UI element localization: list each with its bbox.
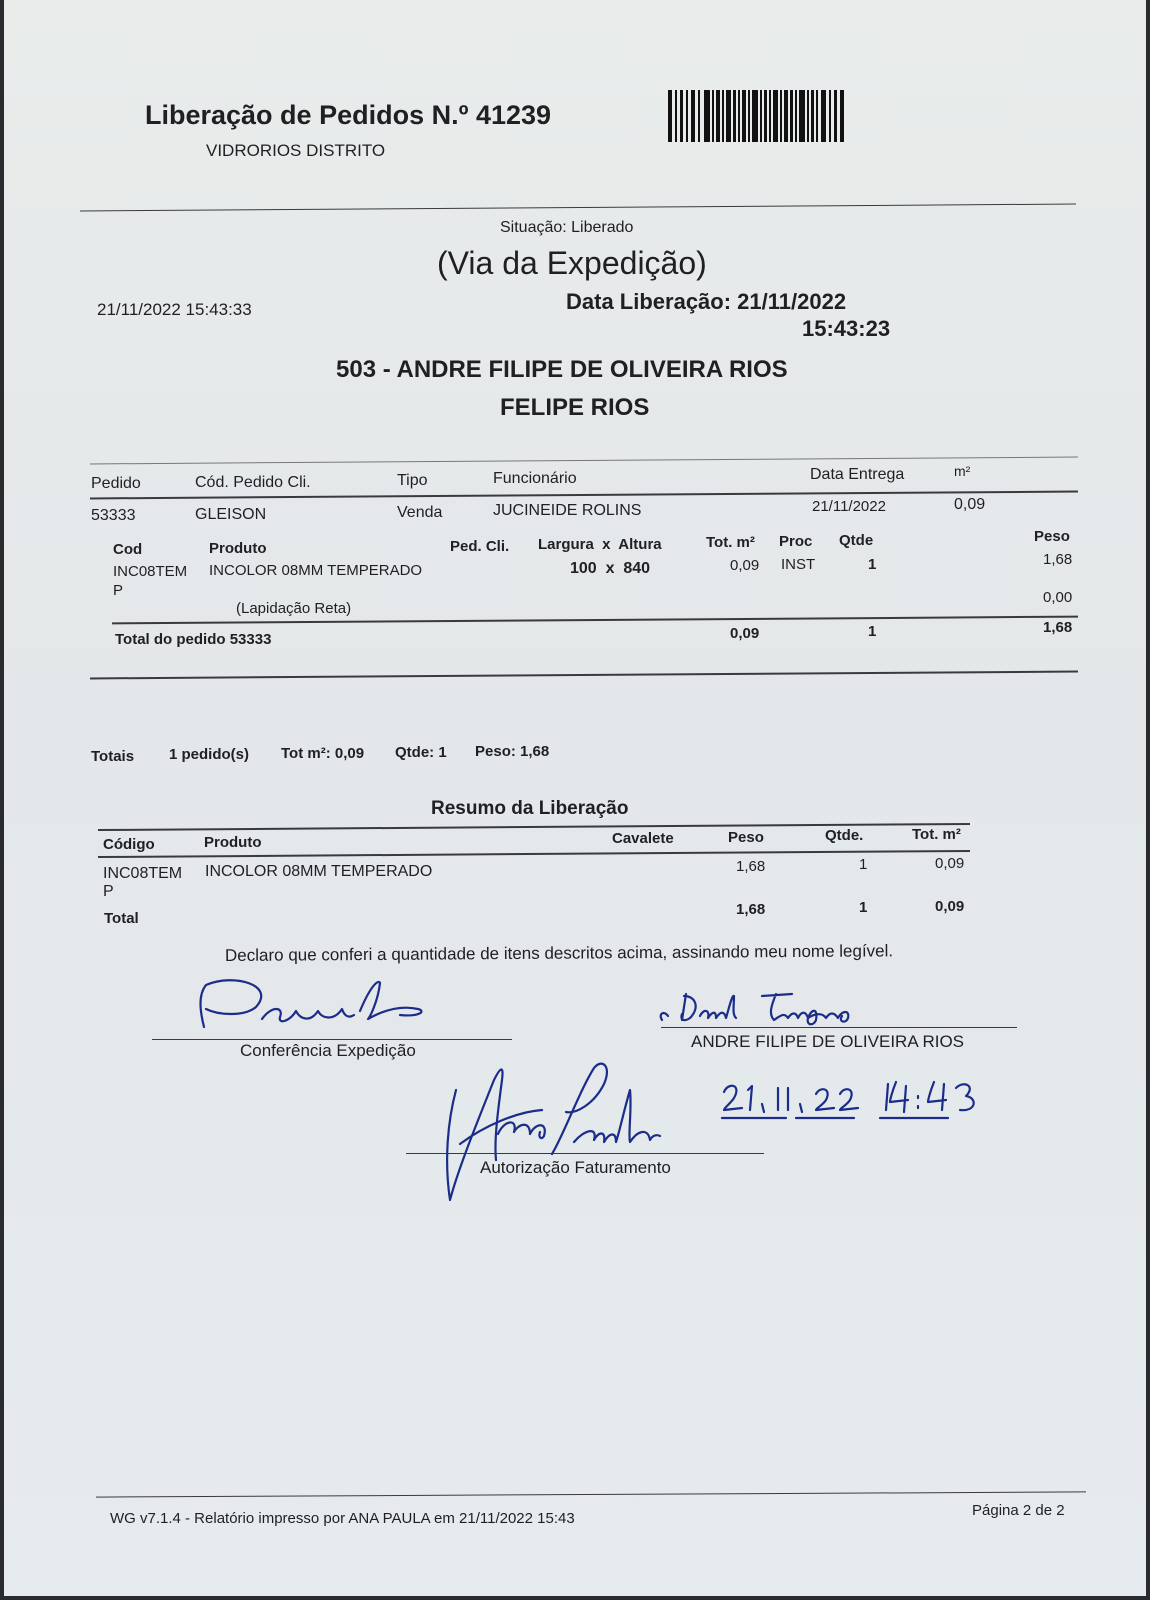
order-tipo: Venda	[397, 504, 443, 521]
item-tot-m2: 0,09	[730, 557, 760, 574]
order-funcionario: JUCINEIDE ROLINS	[493, 502, 642, 519]
declaration-text: Declaro que conferi a quantidade de itens descritos acima, assinando meu nome legível.	[224, 941, 894, 965]
order-total-qtde: 1	[868, 623, 877, 640]
summary-total-qtde: 1	[859, 899, 868, 916]
order-data-entrega: 21/11/2022	[812, 498, 886, 515]
col-cod: Cod	[113, 541, 143, 558]
signature-line-cliente	[661, 1027, 1017, 1028]
totals-pedidos: 1 pedido(s)	[169, 746, 250, 763]
col-largura-altura: Largura x Altura	[538, 536, 662, 553]
summary-title: Resumo da Liberação	[431, 798, 629, 819]
item-produto: INCOLOR 08MM TEMPERADO	[209, 562, 423, 579]
totals-qtde: Qtde: 1	[395, 744, 447, 761]
summary-col-produto: Produto	[204, 834, 262, 851]
footer-page-number: Página 2 de 2	[972, 1502, 1065, 1519]
col-qtde: Qtde	[839, 532, 874, 549]
print-timestamp: 21/11/2022 15:43:33	[97, 300, 252, 319]
summary-col-peso: Peso	[728, 829, 764, 846]
summary-row-codigo: INC08TEM	[103, 865, 183, 882]
item-cod: INC08TEM	[113, 563, 188, 580]
summary-total-m2: 0,09	[935, 898, 965, 915]
col-produto: Produto	[209, 540, 267, 557]
col-cod-pedido-cli: Cód. Pedido Cli.	[195, 474, 311, 491]
copy-label: (Via da Expedição)	[437, 245, 707, 281]
item-process-peso: 0,00	[1043, 589, 1073, 606]
header-divider	[80, 204, 1076, 212]
order-table-bottom-line	[90, 671, 1078, 680]
order-total-peso: 1,68	[1043, 619, 1073, 636]
order-m2: 0,09	[954, 496, 986, 513]
totals-label: Totais	[91, 748, 135, 765]
totals-m2: Tot m²: 0,09	[281, 745, 365, 762]
summary-total-peso: 1,68	[736, 901, 766, 918]
status-label: Situação: Liberado	[500, 219, 634, 236]
item-qtde: 1	[868, 556, 877, 573]
order-table-top-line	[90, 457, 1078, 465]
release-date: Data Liberação: 21/11/2022	[566, 289, 847, 314]
item-process-desc: (Lapidação Reta)	[236, 600, 352, 617]
client-name: 503 - ANDRE FILIPE DE OLIVEIRA RIOS	[336, 356, 788, 383]
signature-autorizacao	[434, 1060, 694, 1210]
summary-row-qtde: 1	[859, 856, 868, 873]
summary-row-peso: 1,68	[736, 858, 766, 875]
footer-printed-by: WG v7.1.4 - Relatório impresso por ANA PAULA em 21/11/2022 15:43	[110, 1510, 575, 1527]
document-title: Liberação de Pedidos N.º 41239	[145, 100, 552, 130]
summary-col-cavalete: Cavalete	[612, 830, 674, 847]
client-short-name: FELIPE RIOS	[500, 394, 650, 421]
signature-label-cliente: ANDRE FILIPE DE OLIVEIRA RIOS	[691, 1032, 965, 1051]
summary-row-codigo-wrap: P	[103, 883, 114, 900]
signature-cliente	[656, 990, 876, 1030]
item-dimensions: 100 x 840	[570, 560, 651, 577]
summary-row-produto: INCOLOR 08MM TEMPERADO	[205, 863, 433, 880]
handwritten-date	[720, 1078, 990, 1122]
col-data-entrega: Data Entrega	[810, 466, 905, 483]
signature-line-autorizacao	[406, 1153, 764, 1154]
summary-col-qtde: Qtde.	[825, 827, 864, 844]
signature-label-conferencia: Conferência Expedição	[240, 1041, 416, 1060]
col-peso: Peso	[1034, 528, 1070, 545]
summary-header-line	[98, 850, 970, 858]
summary-total-label: Total	[104, 910, 139, 927]
signature-conferencia	[164, 975, 434, 1035]
col-funcionario: Funcionário	[493, 470, 577, 487]
barcode	[668, 90, 846, 142]
order-cod-cli: GLEISON	[195, 506, 267, 523]
footer-line	[96, 1491, 1086, 1497]
col-tipo: Tipo	[397, 472, 428, 489]
item-proc: INST	[781, 556, 816, 573]
document-page	[4, 0, 1146, 1596]
col-m2: m²	[954, 463, 971, 479]
col-proc: Proc	[779, 533, 813, 550]
col-tot-m2: Tot. m²	[706, 534, 755, 551]
signature-label-autorizacao: Autorização Faturamento	[480, 1158, 671, 1177]
order-total-m2: 0,09	[730, 625, 760, 642]
item-peso: 1,68	[1043, 551, 1073, 568]
company-name: VIDRORIOS DISTRITO	[206, 141, 386, 160]
col-pedido: Pedido	[91, 475, 141, 492]
release-time: 15:43:23	[802, 316, 891, 341]
order-pedido: 53333	[91, 507, 136, 524]
totals-peso: Peso: 1,68	[475, 743, 550, 760]
col-ped-cli: Ped. Cli.	[450, 538, 510, 555]
signature-line-conferencia	[152, 1039, 512, 1040]
item-cod-wrap: P	[113, 582, 124, 599]
summary-row-m2: 0,09	[935, 855, 965, 872]
order-total-label: Total do pedido 53333	[115, 631, 272, 648]
summary-col-codigo: Código	[103, 836, 155, 853]
summary-col-m2: Tot. m²	[912, 826, 961, 843]
